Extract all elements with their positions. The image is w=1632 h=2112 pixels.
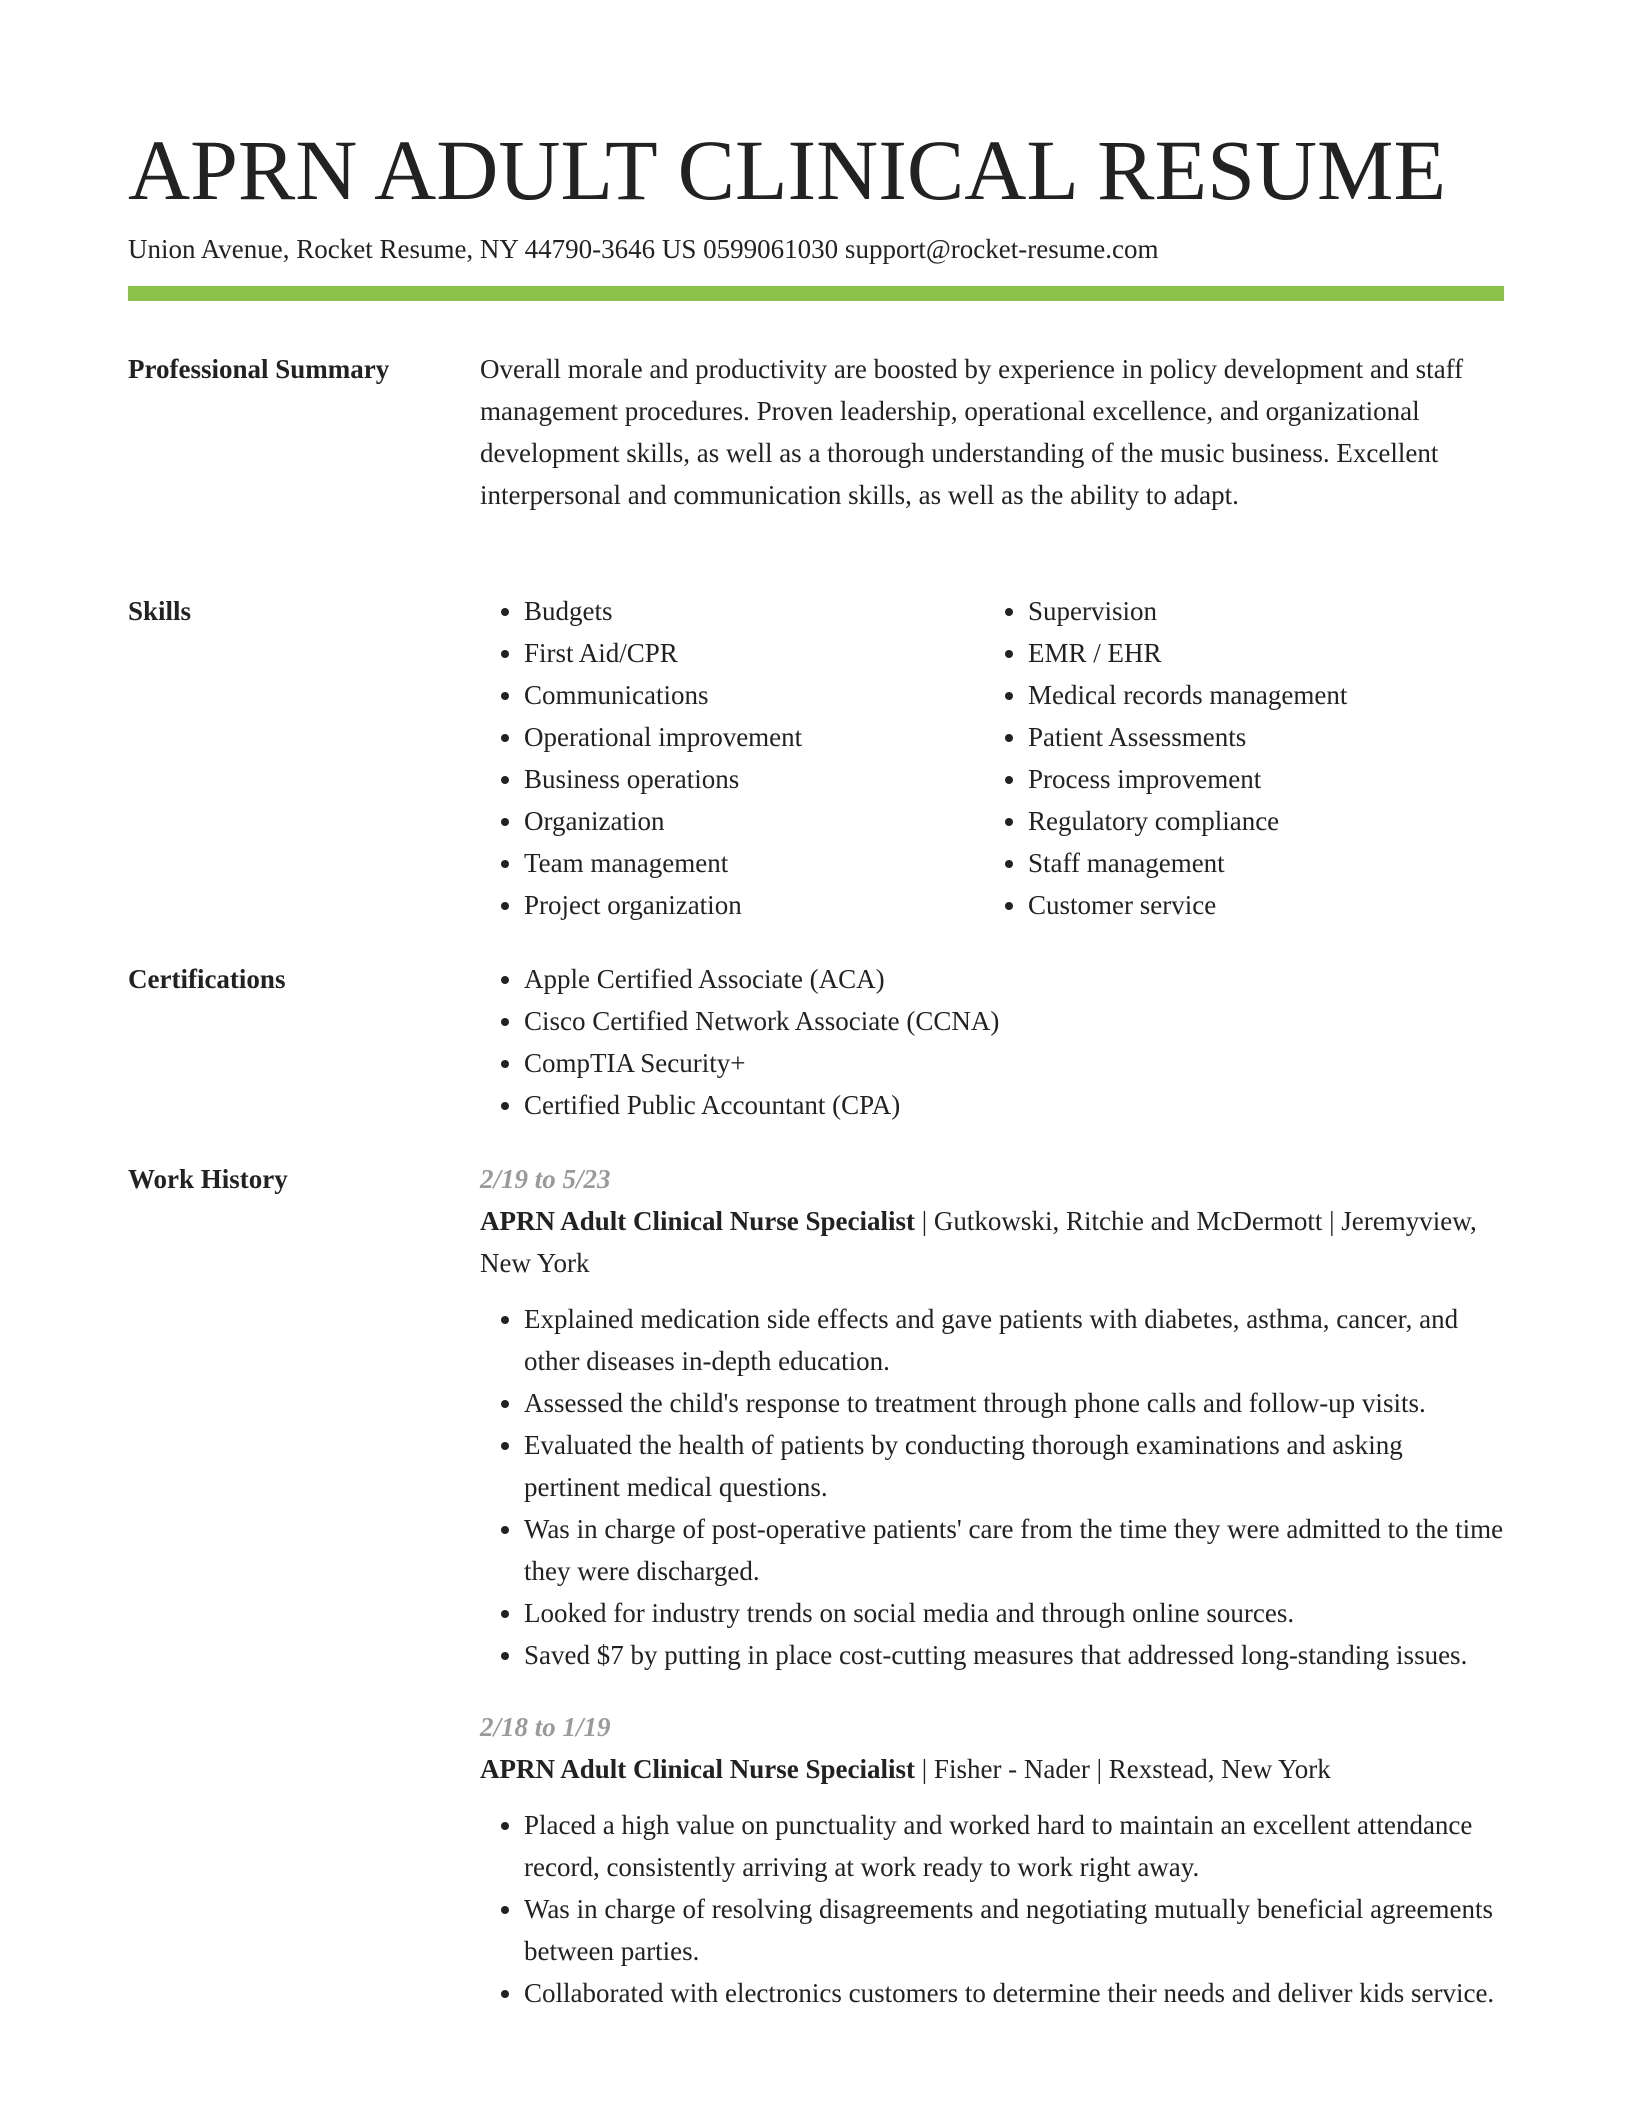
skill-item: • Organization bbox=[524, 800, 984, 842]
skills-columns bbox=[480, 590, 1504, 926]
skill-item: • Team management bbox=[524, 842, 984, 884]
skill-item: • Regulatory compliance bbox=[1028, 800, 1488, 842]
skills-label: Skills bbox=[128, 596, 192, 626]
job-title: APRN Adult Clinical Nurse Specialist bbox=[480, 1206, 916, 1236]
job-bullet: • Was in charge of post-operative patients' care from the time they were admitted to the time they were discharged. bbox=[524, 1508, 1504, 1592]
job-dates: 2/18 to 1/19 bbox=[480, 1712, 611, 1742]
job-dates: 2/19 to 5/23 bbox=[480, 1164, 611, 1194]
skill-item: • Process improvement bbox=[1028, 758, 1488, 800]
certification-item: • Apple Certified Associate (ACA) bbox=[524, 958, 1504, 1000]
certification-item: • CompTIA Security+ bbox=[524, 1042, 1504, 1084]
contact-line: Union Avenue, Rocket Resume, NY 44790-3646 US 0599061030 support@rocket-resume.com bbox=[128, 234, 1159, 264]
accent-divider bbox=[128, 286, 1504, 301]
certifications-list bbox=[480, 958, 1504, 1126]
skill-item: • Operational improvement bbox=[524, 716, 984, 758]
skill-item: • Staff management bbox=[1028, 842, 1488, 884]
certification-item: • Cisco Certified Network Associate (CCNA) bbox=[524, 1000, 1504, 1042]
job-header bbox=[480, 1200, 1504, 1284]
job-bullet: • Was in charge of resolving disagreements and negotiating mutually beneficial agreements between parties. bbox=[524, 1888, 1504, 1972]
certification-item: • Certified Public Accountant (CPA) bbox=[524, 1084, 1504, 1126]
job-bullet: • Evaluated the health of patients by conducting thorough examinations and asking pertinent medical questions. bbox=[524, 1424, 1504, 1508]
job-entry bbox=[480, 1158, 1504, 1676]
skill-item: • Budgets bbox=[524, 590, 984, 632]
summary-label: Professional Summary bbox=[128, 354, 390, 384]
skill-item: • Business operations bbox=[524, 758, 984, 800]
job-bullet: • Explained medication side effects and gave patients with diabetes, asthma, cancer, and other diseases in-depth education. bbox=[524, 1298, 1504, 1382]
skill-item: • Customer service bbox=[1028, 884, 1488, 926]
job-employer-location: | Fisher - Nader | Rexstead, New York bbox=[915, 1754, 1331, 1784]
work-history-body bbox=[480, 1158, 1504, 2014]
resume-title: APRN ADULT CLINICAL RESUME bbox=[128, 122, 1447, 218]
skills-list-right bbox=[984, 590, 1488, 926]
job-bullet: • Saved $7 by putting in place cost-cutting measures that addressed long-standing issues. bbox=[524, 1634, 1504, 1676]
skill-item: • EMR / EHR bbox=[1028, 632, 1488, 674]
summary-body bbox=[480, 348, 1504, 516]
skill-item: • Supervision bbox=[1028, 590, 1488, 632]
job-employer-location: | Gutkowski, Ritchie and McDermott | Jeremyview, New York bbox=[480, 1206, 1477, 1278]
job-bullet: • Looked for industry trends on social media and through online sources. bbox=[524, 1592, 1504, 1634]
summary-text: Overall morale and productivity are boosted by experience in policy development and staff management procedures. Proven leadership, operational excellence, and organizational development skills, as well as a thorough understanding of the music business. Excellent interpersonal and communication skills, as well as the ability to adapt. bbox=[480, 354, 1464, 510]
job-bullets bbox=[480, 1298, 1504, 1676]
skills-list-left bbox=[480, 590, 984, 926]
skill-item: • Project organization bbox=[524, 884, 984, 926]
skill-item: • Medical records management bbox=[1028, 674, 1488, 716]
job-bullet: • Placed a high value on punctuality and worked hard to maintain an excellent attendance record, consistently arriving at work ready to work right away. bbox=[524, 1804, 1504, 1888]
job-bullets bbox=[480, 1804, 1504, 2014]
skill-item: • Patient Assessments bbox=[1028, 716, 1488, 758]
job-bullet: • Assessed the child's response to treatment through phone calls and follow-up visits. bbox=[524, 1382, 1504, 1424]
job-title: APRN Adult Clinical Nurse Specialist bbox=[480, 1754, 916, 1784]
job-bullet: • Collaborated with electronics customers to determine their needs and deliver kids service. bbox=[524, 1972, 1504, 2014]
skill-item: • First Aid/CPR bbox=[524, 632, 984, 674]
work-history-label: Work History bbox=[128, 1164, 288, 1194]
skill-item: • Communications bbox=[524, 674, 984, 716]
job-header bbox=[480, 1748, 1504, 1790]
certifications-body bbox=[480, 958, 1504, 1126]
job-entry bbox=[480, 1706, 1504, 2014]
certifications-label: Certifications bbox=[128, 964, 286, 994]
